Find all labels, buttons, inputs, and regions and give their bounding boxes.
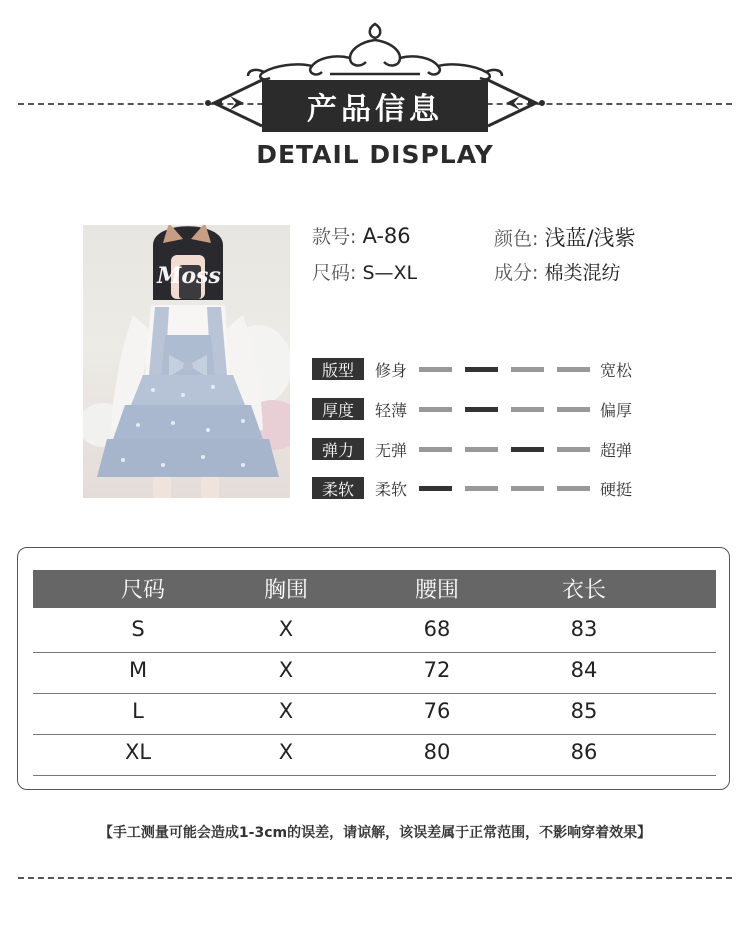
feature-row	[312, 477, 632, 499]
page-title: 产品信息	[262, 80, 488, 132]
cell-length: 85	[570, 699, 598, 723]
cell-bust: X	[278, 699, 294, 723]
feature-label: 版型	[312, 358, 364, 380]
size-label: 尺码:	[312, 262, 357, 284]
table-row	[33, 611, 716, 653]
table-row	[33, 734, 716, 776]
scale-segment	[465, 486, 498, 491]
table-row	[33, 652, 716, 694]
cell-size: XL	[124, 740, 152, 764]
feature-row	[312, 398, 632, 420]
scale-segment-active	[465, 367, 498, 372]
cell-length: 84	[570, 658, 598, 682]
page-subtitle: DETAIL DISPLAY	[256, 140, 494, 169]
feature-left-label: 修身	[375, 360, 408, 380]
cell-bust: X	[278, 658, 294, 682]
size-info	[312, 258, 417, 285]
style-number-value: A-86	[362, 224, 411, 248]
size-value: S—XL	[362, 262, 418, 284]
scale-segment	[419, 447, 452, 452]
scale-segment	[511, 486, 544, 491]
scale-segment	[419, 367, 452, 372]
scale-segment	[557, 486, 590, 491]
scale-segment	[511, 407, 544, 412]
cell-size: S	[131, 617, 145, 641]
feature-right-label: 宽松	[600, 360, 633, 380]
color-label: 颜色:	[494, 228, 539, 250]
cell-length: 83	[570, 617, 598, 641]
scale-segment-active	[419, 486, 452, 491]
scale-segment	[557, 447, 590, 452]
product-photo	[83, 225, 290, 498]
cell-waist: 72	[423, 658, 451, 682]
feature-row	[312, 438, 632, 460]
feature-left-label: 柔软	[375, 479, 408, 499]
feature-label: 厚度	[312, 398, 364, 420]
scale-segment-active	[465, 407, 498, 412]
feature-label: 弹力	[312, 438, 364, 460]
bottom-divider	[18, 877, 732, 879]
feature-row	[312, 358, 632, 380]
scale-segment	[511, 367, 544, 372]
header-waist: 腰围	[414, 578, 459, 603]
scale-segment	[465, 447, 498, 452]
feature-left-label: 轻薄	[375, 400, 408, 420]
material-info	[494, 258, 620, 285]
feature-label: 柔软	[312, 477, 364, 499]
color-info	[494, 222, 636, 252]
feature-right-label: 硬挺	[600, 479, 633, 499]
table-row	[33, 693, 716, 735]
cell-bust: X	[278, 617, 294, 641]
cell-length: 86	[570, 740, 598, 764]
scale-segment-active	[511, 447, 544, 452]
feature-right-label: 超弹	[600, 440, 633, 460]
size-table-header	[33, 570, 716, 608]
feature-right-label: 偏厚	[600, 400, 633, 420]
style-number	[312, 222, 411, 249]
material-label: 成分:	[494, 262, 539, 284]
scale-segment	[557, 407, 590, 412]
header-size: 尺码	[120, 578, 165, 603]
cell-waist: 68	[423, 617, 451, 641]
header-bust: 胸围	[263, 578, 308, 603]
header-length: 衣长	[561, 578, 606, 603]
measurement-note: 【手工测量可能会造成1-3cm的误差，请谅解，该误差属于正常范围，不影响穿着效果】	[98, 825, 652, 841]
cell-bust: X	[278, 740, 294, 764]
cell-size: L	[132, 699, 144, 723]
feature-left-label: 无弹	[375, 440, 408, 460]
style-number-label: 款号:	[312, 226, 357, 248]
watermark-logo: Moss	[157, 263, 221, 289]
scale-segment	[419, 407, 452, 412]
scale-segment	[557, 367, 590, 372]
material-value: 棉类混纺	[544, 262, 621, 284]
cell-waist: 80	[423, 740, 451, 764]
cell-waist: 76	[423, 699, 451, 723]
cell-size: M	[128, 658, 148, 682]
color-value: 浅蓝/浅紫	[544, 226, 636, 250]
